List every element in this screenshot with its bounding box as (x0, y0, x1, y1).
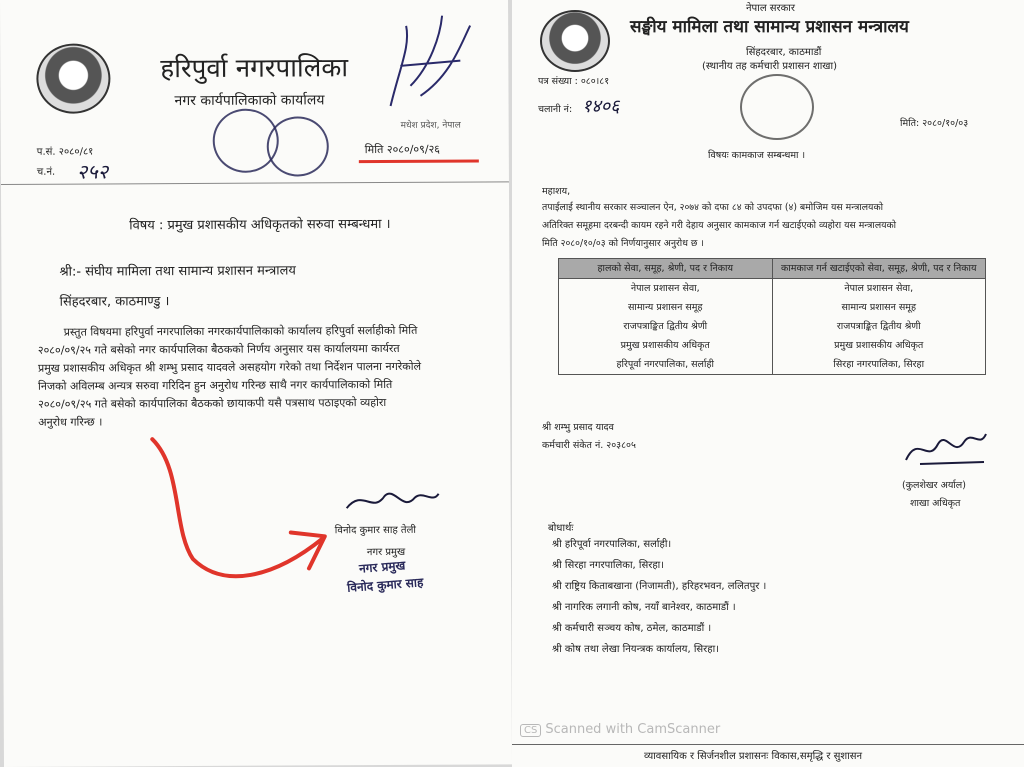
table-cell: नेपाल प्रशासन सेवा, (559, 279, 773, 299)
body-line: निजको अविलम्ब अन्यत्र सरुवा गरिदिन हुन अनुरोध गरिन्छ साथै नगर कार्यपालिकाको मिति (37, 377, 393, 393)
body-line: तपाईलाई स्थानीय सरकार सञ्चालन ऐन, २०७४ को दफा ८४ को उपदफा (४) बमोजिम यस मन्त्रालयको (542, 202, 883, 213)
signer-title: शाखा अधिकृत (910, 498, 961, 509)
dispatch-label: च.नं. (36, 166, 56, 178)
table-row (559, 336, 986, 355)
body-line: प्रस्तुत विषयमा हरिपुर्वा नगरपालिका नगरकार्यपालिकाको कार्यालय हरिपुर्वा सर्लाहीको मिति (63, 323, 418, 339)
cc-item: श्री हरिपूर्वा नगरपालिका, सर्लाही। (552, 539, 672, 550)
table-row (559, 298, 986, 317)
table-cell: राजपत्राङ्कित द्वितीय श्रेणी (772, 317, 986, 336)
reference-number: प.सं. २०८०/८१ (36, 146, 94, 158)
stamp-title: नगर प्रमुख (358, 558, 406, 576)
nepal-emblem-icon (36, 43, 110, 113)
recipient: श्री:- संघीय मामिला तथा सामान्य प्रशासन मन्त्रालय (59, 263, 297, 280)
red-arrow-annotation (112, 428, 343, 599)
nepal-emblem-icon (540, 10, 610, 72)
ministry-address: सिंहदरबार, काठमाडौं (746, 47, 822, 58)
table-cell: प्रमुख प्रशासकीय अधिकृत (559, 336, 773, 355)
letter-date: मिति २०८०/०९/२६ (364, 142, 441, 157)
signer-title: नगर प्रमुख (366, 546, 406, 559)
camscanner-watermark (520, 722, 720, 737)
watermark-text: Scanned with CamScanner (545, 722, 721, 737)
body-line: अतिरिक्त समूहमा दरबन्दी कायम रहने गरी देहाय अनुसार कामकाज गर्न खटाईएको व्यहोरा यस मन्त्रालयको (542, 220, 897, 231)
body-line: अनुरोध गरिन्छ । (38, 415, 103, 429)
letter-date: मिति: २०८०/१०/०३ (900, 118, 969, 129)
cc-item: श्री सिरहा नगरपालिका, सिरहा। (552, 560, 665, 571)
table-row (559, 355, 986, 375)
cc-item: श्री कर्मचारी सञ्चय कोष, ठमेल, काठमाडौं । (552, 623, 712, 634)
mayor-signature (343, 484, 443, 519)
dispatch-number: २५२ (76, 159, 109, 184)
gov-label: नेपाल सरकार (746, 3, 795, 14)
table-cell: नेपाल प्रशासन सेवा, (772, 279, 986, 299)
body-line: मिति २०८०/१०/०३ को निर्णयानुसार अनुरोध छ । (542, 238, 704, 249)
subject-line: विषयः कामकाज सम्बन्धमा । (708, 150, 806, 161)
column-header: हालको सेवा, समूह, श्रेणी, पद र निकाय (559, 259, 773, 279)
table-cell: राजपत्राङ्कित द्वितीय श्रेणी (559, 317, 773, 336)
signer-name: (कुलशेखर अर्याल) (902, 480, 966, 491)
body-line: प्रमुख प्रशासकीय अधिकृत श्री शम्भु प्रसाद यादवले असहयोग गरेको तथा निर्देशन पालना नगरेकोले (37, 359, 422, 375)
dispatch-number: १४०६ (582, 96, 620, 117)
table-header-row (559, 259, 986, 279)
table-cell: हरिपूर्वा नगरपालिका, सर्लाही (559, 355, 773, 375)
salutation: महाशय, (542, 186, 571, 197)
date-underline (359, 159, 479, 163)
signer-name: विनोद कुमार साह तेली (334, 524, 417, 537)
office-subtitle: नगर कार्यपालिकाको कार्यालय (174, 92, 325, 110)
column-header: कामकाज गर्न खटाईएको सेवा, समूह, श्रेणी, पद र निकाय (772, 259, 986, 279)
body-line: २०८०/०९/२५ गते बसेको कार्यपालिका बैठकको छायाकपी यसै पत्रसाथ पठाइएको व्यहोरा (38, 395, 387, 411)
right-letter (512, 0, 1024, 767)
branch-name: (स्थानीय तह कर्मचारी प्रशासन शाखा) (702, 61, 837, 72)
officer-signature (900, 424, 990, 470)
table-cell: सिरहा नगरपालिका, सिरहा (772, 355, 986, 375)
cc-item: श्री कोष तथा लेखा नियन्त्रक कार्यालय, सिरहा। (552, 644, 719, 655)
body-line: २०८०/०९/२५ गते बसेको नगर कार्यपालिका बैठकको निर्णय अनुसार यस कार्यालयमा कार्यरत (37, 341, 400, 357)
table-row (559, 317, 986, 336)
table-cell: सामान्य प्रशासन समूह (559, 298, 773, 317)
reference-number: पत्र संख्या : ०८०।८१ (538, 76, 610, 87)
employee-code: कर्मचारी संकेत नं. २०३८०५ (542, 440, 636, 451)
cc-label: बोधार्थः (548, 523, 574, 534)
cc-item: श्री राष्ट्रिय किताबखाना (निजामती), हरिहरभवन, ललितपुर । (552, 581, 767, 592)
stamp-name: विनोद कुमार साह (346, 575, 424, 595)
cc-item: श्री नागरिक लगानी कोष, नयाँ बानेश्वर, काठमाडौं । (552, 602, 736, 613)
ministry-stamp (740, 74, 814, 140)
subject-line: विषय : प्रमुख प्रशासकीय अधिकृतको सरुवा सम्बन्धमा । (129, 216, 391, 234)
table-cell: सामान्य प्रशासन समूह (772, 298, 986, 317)
assignment-table (558, 258, 986, 375)
footer-rule (512, 744, 1024, 745)
ministry-name: सङ्घीय मामिला तथा सामान्य प्रशासन मन्त्रालय (630, 17, 909, 37)
footer-motto: व्यावसायिक र सिर्जनशील प्रशासनः विकास,समृद्धि र सुशासन (644, 751, 863, 762)
office-name: हरिपुर्वा नगरपालिका (160, 53, 349, 85)
recipient-address: सिंहदरबार, काठमाण्डु । (59, 294, 170, 310)
table-cell: प्रमुख प्रशासकीय अधिकृत (772, 336, 986, 355)
dispatch-label: चलानी नं: (538, 104, 573, 115)
employee-name: श्री शम्भु प्रसाद यादव (542, 422, 614, 433)
province-label: मधेश प्रदेश, नेपाल (400, 120, 461, 131)
camscanner-logo-icon: CS (520, 724, 541, 737)
table-row (559, 279, 986, 299)
handwritten-note (380, 5, 481, 116)
office-stamp-2 (267, 116, 329, 176)
